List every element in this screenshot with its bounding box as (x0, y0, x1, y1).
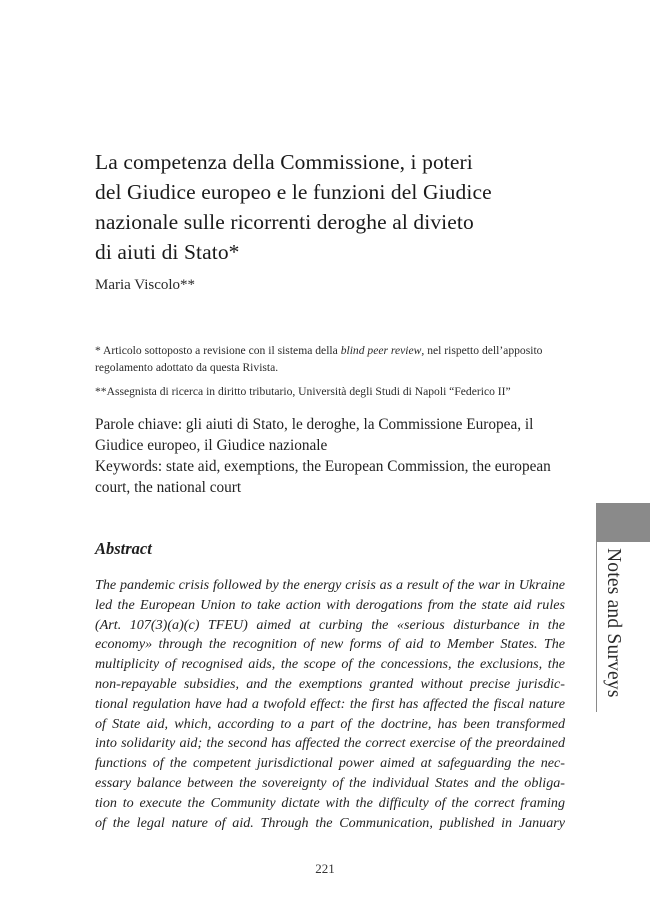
abstract-line: led the European Union to take action with derogations from the state aid rules (95, 596, 565, 613)
abstract-line: functions of the competent jurisdictional power aimed at safeguarding the nec- (95, 755, 565, 772)
abstract-line: multiplicity of recognised aids, the scope of the concessions, the exclusions, the (95, 656, 565, 673)
title-line: nazionale sulle ricorrenti deroghe al divieto (95, 210, 474, 234)
footnote-emphasis: blind peer review (340, 344, 422, 357)
abstract-line: economy» through the recognition of new forms of aid to Member States. The (95, 636, 565, 653)
section-tab-label: Notes and Surveys (603, 548, 624, 698)
section-tab-rule (596, 542, 597, 712)
abstract-line: into solidarity aid; the second has affected the correct exercise of the preordained (95, 735, 565, 752)
abstract-heading: Abstract (95, 539, 152, 558)
keywords-block (95, 414, 565, 498)
section-tab-marker (596, 503, 650, 542)
abstract-line: tion to execute the Community dictate with the difficulty of the correct framing (95, 794, 565, 811)
keywords-line: Parole chiave: gli aiuti di Stato, le deroghe, la Commissione Europea, il (95, 416, 534, 433)
footnotes (95, 342, 563, 400)
abstract-line: tional regulation have had a twofold effect: the first has affected the fiscal nature (95, 695, 565, 712)
title-line: del Giudice europeo e le funzioni del Giudice (95, 180, 492, 204)
footnote-peer-review: * Articolo sottoposto a revisione con il sistema della blind peer review, nel rispetto dell’apposito (95, 344, 543, 357)
abstract-line: (Art. 107(3)(a)(c) TFEU) aimed at curbing the «serious disturbance in the (95, 616, 565, 633)
abstract-line: non-repayable subsidies, and the exemptions granted without precise jurisdic- (95, 675, 565, 692)
article-title (95, 147, 565, 267)
abstract-line: of the legal nature of aid. Through the Communication, published in January (95, 814, 565, 831)
title-line: di aiuti di Stato* (95, 240, 240, 264)
page-number: 221 (315, 861, 335, 876)
footnote-author-affiliation: **Assegnista di ricerca in diritto tributario, Università degli Studi di Napoli “Federico II” (95, 385, 511, 398)
abstract-line: essary balance between the sovereignty of the individual States and the obliga- (95, 774, 565, 791)
keywords-line: Keywords: state aid, exemptions, the European Commission, the european (95, 458, 551, 475)
abstract-body (95, 576, 565, 833)
abstract-line: The pandemic crisis followed by the energy crisis as a result of the war in Ukraine (95, 577, 565, 593)
title-line: La competenza della Commissione, i poteri (95, 150, 473, 174)
keywords-line: court, the national court (95, 479, 242, 496)
article-author: Maria Viscolo** (95, 277, 196, 293)
footnote-peer-review-cont: regolamento adottato da questa Rivista. (95, 361, 279, 374)
abstract-line: of State aid, which, according to a part of the doctrine, has been transformed (95, 715, 565, 732)
keywords-line: Giudice europeo, il Giudice nazionale (95, 437, 328, 454)
